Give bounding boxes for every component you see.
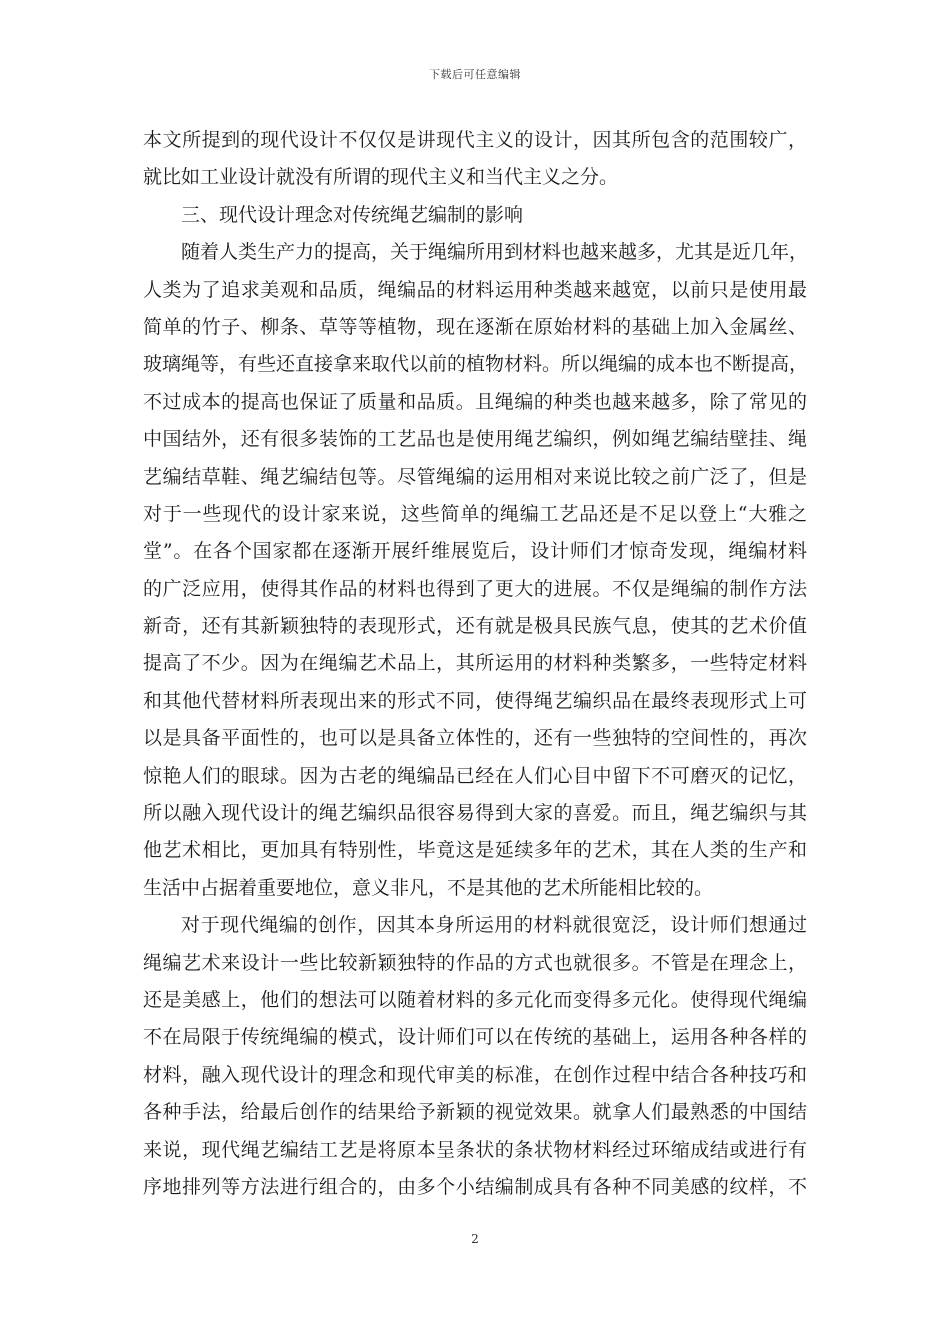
text-line: 新奇，还有其新颖独特的表现形式，还有就是极具民族气息，使其的艺术价值 (143, 615, 807, 638)
text-line: 和其他代替材料所表现出来的形式不同，使得绳艺编织品在最终表现形式上可 (143, 689, 807, 712)
text-line: 随着人类生产力的提高，关于绳编所用到材料也越来越多，尤其是近几年， (181, 241, 809, 264)
text-line: 绳编艺术来设计一些比较新颖独特的作品的方式也就很多。不管是在理念上， (143, 951, 807, 974)
text-line: 所以融入现代设计的绳艺编织品很容易得到大家的喜爱。而且，绳艺编织与其 (143, 802, 807, 825)
text-line: 来说，现代绳艺编结工艺是将原本呈条状的条状物材料经过环缩成结或进行有 (143, 1138, 807, 1161)
text-line: 提高了不少。因为在绳编艺术品上，其所运用的材料种类繁多，一些特定材料 (143, 652, 807, 675)
text-line: 对于现代绳编的创作，因其本身所运用的材料就很宽泛，设计师们想通过 (181, 914, 807, 937)
text-line: 还是美感上，他们的想法可以随着材料的多元化而变得多元化。使得现代绳编 (143, 988, 807, 1011)
text-line: 生活中占据着重要地位，意义非凡，不是其他的艺术所能相比较的。 (143, 876, 714, 899)
page-number: 2 (471, 1232, 479, 1246)
page-header: 下载后可任意编辑 (429, 68, 521, 81)
text-line: 序地排列等方法进行组合的，由多个小结编制成具有各种不同美感的纹样，不 (143, 1175, 807, 1198)
text-line: 惊艳人们的眼球。因为古老的绳编品已经在人们心目中留下不可磨灭的记忆， (143, 764, 807, 787)
text-line: 不在局限于传统绳编的模式，设计师们可以在传统的基础上，运用各种各样的 (143, 1026, 807, 1049)
text-line: 以是具备平面性的，也可以是具备立体性的，还有一些独特的空间性的，再次 (143, 727, 807, 750)
text-line: 各种手法，给最后创作的结果给予新颖的视觉效果。就拿人们最熟悉的中国结 (143, 1101, 807, 1124)
text-line: 就比如工业设计就没有所谓的现代主义和当代主义之分。 (143, 166, 619, 189)
text-line: 对于一些现代的设计家来说，这些简单的绳编工艺品还是不足以登上“大雅之 (143, 502, 807, 525)
document-body (143, 122, 807, 1206)
text-line: 的广泛应用，使得其作品的材料也得到了更大的进展。不仅是绳编的制作方法 (143, 577, 807, 600)
text-line: 本文所提到的现代设计不仅仅是讲现代主义的设计，因其所包含的范围较广， (143, 129, 807, 151)
text-line: 人类为了追求美观和品质，绳编品的材料运用种类越来越宽，以前只是使用最 (143, 278, 807, 301)
text-line: 简单的竹子、柳条、草等等植物，现在逐渐在原始材料的基础上加入金属丝、 (143, 315, 807, 338)
text-line: 材料，融入现代设计的理念和现代审美的标准，在创作过程中结合各种技巧和 (143, 1063, 807, 1086)
text-line: 他艺术相比，更加具有特别性，毕竟这是延续多年的艺术，其在人类的生产和 (143, 839, 807, 862)
section-heading: 三、现代设计理念对传统绳艺编制的影响 (181, 203, 524, 226)
text-line: 中国结外，还有很多装饰的工艺品也是使用绳艺编织，例如绳艺编结壁挂、绳 (143, 428, 807, 451)
text-line: 玻璃绳等，有些还直接拿来取代以前的植物材料。所以绳编的成本也不断提高， (143, 353, 809, 376)
text-line: 堂”。在各个国家都在逐渐开展纤维展览后，设计师们才惊奇发现，绳编材料 (143, 540, 807, 563)
text-line: 艺编结草鞋、绳艺编结包等。尽管绳编的运用相对来说比较之前广泛了，但是 (143, 465, 807, 488)
text-line: 不过成本的提高也保证了质量和品质。且绳编的种类也越来越多，除了常见的 (143, 390, 807, 413)
